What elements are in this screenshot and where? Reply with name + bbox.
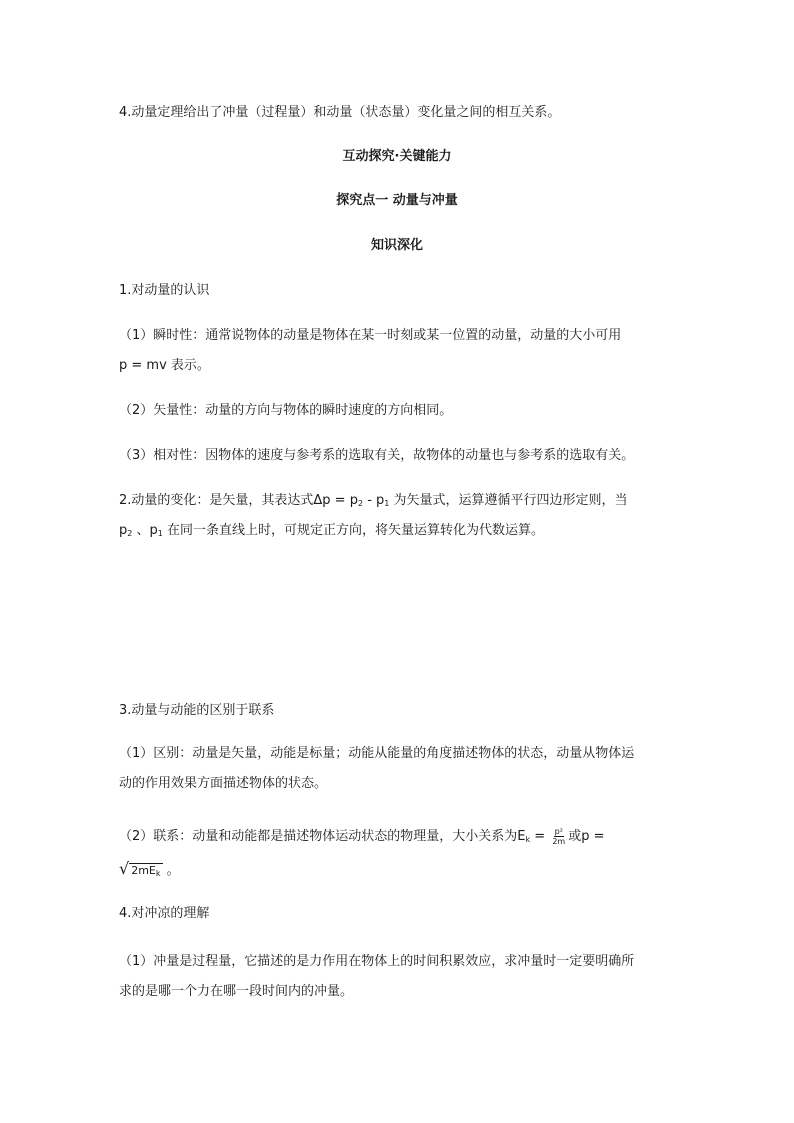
item2-line1-sub2: 2 <box>357 499 364 508</box>
section-heading: 互动探究·关键能力 <box>342 149 452 164</box>
item4-title: 4.对冲凉的理解 <box>119 906 210 921</box>
item1-sub1-line2: p = mv 表示。 <box>119 358 210 373</box>
item3-sub2-line1 <box>119 827 604 848</box>
item3-sub2-text-b: 或p = <box>568 829 605 844</box>
item3-sub2-text-a: （2）联系：动量和动能都是描述物体运动状态的物理量，大小关系为E <box>119 829 526 844</box>
item2-line2-text-c: 在同一条直线上时，可规定正方向，将矢量运算转化为代数运算。 <box>162 523 544 538</box>
sqrt-text: 2mE <box>131 864 156 877</box>
item2-line1-text-a: 2.动量的变化：是矢量，其表达式Δp = p <box>119 493 358 508</box>
fraction-numerator: p² <box>554 827 563 836</box>
item3-title: 3.动量与动能的区别于联系 <box>119 703 275 718</box>
item2-line2-sub2: 2 <box>127 529 133 538</box>
item4-sub1-line1: （1）冲量是过程量，它描述的是力作用在物体上的时间积累效应，求冲量时一定要明确所 <box>119 954 635 969</box>
item2-line2-text-b: 、p <box>132 523 158 538</box>
item1-sub1-line1: （1）瞬时性：通常说物体的动量是物体在某一时刻或某一位置的动量，动量的大小可用 <box>119 328 622 343</box>
fraction-denominator: 2m <box>552 837 566 846</box>
paragraph-impulse-theorem: 4.动量定理给出了冲量（过程量）和动量（状态量）变化量之间的相互关系。 <box>119 105 561 120</box>
equals-sign: = <box>530 829 550 844</box>
item2-line1 <box>119 493 628 512</box>
sqrt-subscript: k <box>155 869 161 878</box>
item3-sub1-line2: 动的作用效果方面描述物体的状态。 <box>119 776 328 791</box>
item3-sub1-line1: （1）区别：动量是矢量，动能是标量；动能从能量的角度描述物体的状态，动量从物体运 <box>119 746 635 761</box>
item3-sub2-line2 <box>119 861 180 882</box>
ek-subscript: k <box>525 835 531 844</box>
item4-sub1-line2: 求的是哪一个力在哪一段时间内的冲量。 <box>119 984 354 999</box>
momentum-sqrt-expression <box>119 861 163 882</box>
item1-sub2: （2）矢量性：动量的方向与物体的瞬时速度的方向相同。 <box>119 403 453 418</box>
item2-line1-text-b: - p <box>363 493 385 508</box>
item2-line2 <box>119 523 544 542</box>
sqrt-icon: √ <box>119 859 130 878</box>
subsection-heading: 探究点一 动量与冲量 <box>336 193 458 208</box>
item3-sub2-end: 。 <box>162 863 180 878</box>
item2-line2-text-a: p <box>119 523 128 538</box>
item1-sub3: （3）相对性：因物体的速度与参考系的选取有关，故物体的动量也与参考系的选取有关。 <box>119 448 635 463</box>
item2-line1-sub1: 1 <box>384 499 390 508</box>
item1-title: 1.对动量的认识 <box>119 283 210 298</box>
kinetic-energy-fraction <box>552 827 565 846</box>
item2-line1-text-c: 为矢量式，运算遵循平行四边形定则，当 <box>389 493 628 508</box>
sqrt-body <box>129 863 162 877</box>
item2-line2-sub1: 1 <box>157 529 163 538</box>
knowledge-heading: 知识深化 <box>370 238 423 253</box>
